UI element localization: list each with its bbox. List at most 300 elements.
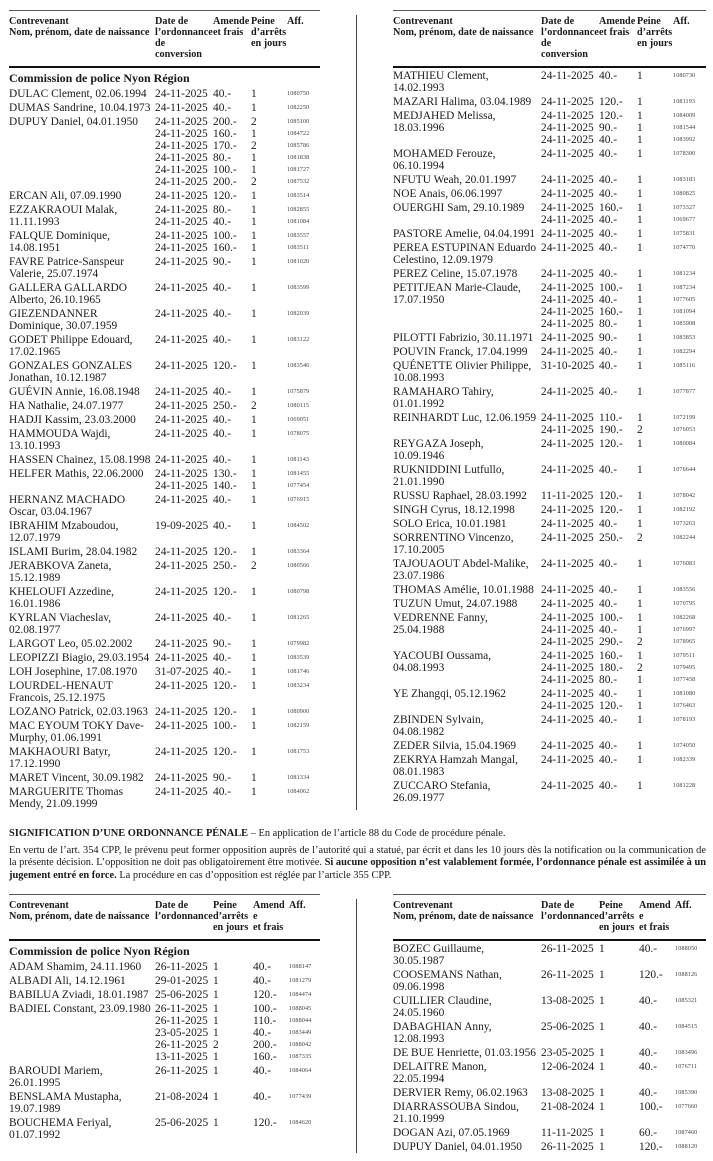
ordonnance-date: 24-11-2025 (155, 102, 208, 114)
contrevenant-name: GONZALES GONZALES Jonathan, 10.12.1987 (9, 360, 133, 384)
ordonnance-date: 24-11-2025 (541, 518, 594, 530)
contrevenant-name: BENSLAMA Mustapha, 19.07.1989 (9, 1091, 122, 1115)
ordonnance-date: 24-11-2025 (155, 216, 208, 228)
contrevenant-name: DE BUE Henriette, 01.03.1956 (393, 1047, 536, 1059)
table-row (393, 686, 706, 700)
aff-number: 1081193 (673, 98, 696, 105)
contrevenant-name: BAROUDI Mariem, 26.01.1995 (9, 1065, 103, 1089)
aff-number: 1081228 (673, 782, 696, 789)
amende-value: 200.- (213, 176, 237, 188)
peine-value: 1 (599, 995, 605, 1007)
peine-value: 1 (637, 518, 643, 530)
peine-value: 1 (251, 612, 257, 624)
aff-number: 1080115 (287, 402, 310, 409)
header-date: Date de l’ordonnance de conversion (155, 11, 213, 68)
ordonnance-date: 24-11-2025 (155, 428, 208, 440)
aff-number: 1081143 (287, 456, 310, 463)
peine-value: 1 (637, 174, 643, 186)
aff-number: 1079982 (287, 640, 310, 647)
ordonnance-date: 24-11-2025 (155, 494, 208, 506)
header-amende: Amende et frais (639, 895, 675, 941)
peine-value: 1 (637, 318, 643, 330)
peine-value: 2 (213, 1039, 219, 1051)
contrevenant-name: HERNANZ MACHADO Oscar, 03.04.1967 (9, 494, 126, 518)
ordonnance-date: 26-11-2025 (541, 943, 594, 955)
amende-value: 40.- (213, 334, 232, 346)
ordonnance-date: 24-11-2025 (541, 228, 594, 240)
peine-value: 1 (213, 975, 219, 987)
table-row (393, 993, 706, 1019)
amende-value: 40.- (599, 214, 618, 226)
contrevenant-name: ZEDER Silvia, 15.04.1969 (393, 740, 517, 752)
header-amende: Amende et frais (599, 11, 637, 68)
contrevenant-name: KHELOUFI Azzedine, 16.01.1986 (9, 586, 115, 610)
amende-value: 40.- (213, 308, 232, 320)
ordonnance-date: 23-05-2025 (541, 1047, 595, 1059)
ordonnance-date: 24-11-2025 (541, 424, 594, 436)
amende-value: 40.- (639, 995, 658, 1007)
aff-number: 1082339 (673, 756, 696, 763)
notice-heading: SIGNIFICATION D’UNE ORDONNANCE PÉNALE (9, 828, 249, 839)
contrevenant-name: BADIEL Constant, 23.09.1980 (9, 1003, 151, 1015)
amende-value: 40.- (213, 216, 232, 228)
header-peine: Peine d’arrêts en jours (637, 11, 673, 68)
contrevenant-name: YACOUBI Oussama, 04.08.1993 (393, 650, 492, 674)
ordonnance-date: 24-11-2025 (541, 306, 594, 318)
aff-number: 1082294 (673, 348, 696, 355)
table-header (9, 11, 320, 68)
group-heading-row (9, 940, 320, 959)
table-row (393, 1085, 706, 1099)
table-row (393, 712, 706, 738)
contrevenant-name: PEREA ESTUPINAN Eduardo Celestino, 12.09.1979 (393, 242, 537, 266)
amende-value: 160.- (599, 306, 623, 318)
table-row (393, 738, 706, 752)
aff-number: 1081094 (673, 308, 696, 315)
header-peine: Peine d’arrêts en jours (251, 11, 287, 68)
amende-value: 40.- (599, 714, 618, 726)
peine-value: 1 (637, 412, 643, 424)
contrevenant-name: PEREZ Celine, 15.07.1978 (393, 268, 518, 280)
ordonnance-date: 24-11-2025 (541, 714, 594, 726)
amende-value: 120.- (599, 438, 623, 450)
amende-value: 120.- (213, 586, 237, 598)
peine-value: 1 (251, 680, 257, 692)
aff-number: 1081746 (287, 668, 310, 675)
contrevenant-name: LARGOT Leo, 05.02.2002 (9, 638, 133, 650)
peine-value: 1 (251, 88, 257, 100)
aff-number: 1073263 (673, 520, 696, 527)
contrevenant-name: RAMAHARO Tahiry, 01.01.1992 (393, 386, 494, 410)
amende-value: 290.- (599, 636, 623, 648)
aff-number: 1085908 (673, 320, 696, 327)
contrevenant-name: MOHAMED Ferouze, 06.10.1994 (393, 148, 496, 172)
aff-number: 1081084 (287, 218, 310, 225)
peine-value: 1 (637, 360, 643, 372)
peine-value: 2 (637, 424, 643, 436)
ordonnance-date: 24-11-2025 (541, 504, 594, 516)
notice-body (9, 845, 706, 883)
signification-notice (9, 828, 706, 882)
amende-value: 40.- (213, 786, 232, 798)
table-row (9, 1063, 320, 1089)
contrevenant-name: GALLERA GALLARDO Alberto, 26.10.1965 (9, 282, 128, 306)
ordonnance-date: 24-11-2025 (155, 230, 208, 242)
peine-value: 1 (599, 1047, 605, 1059)
contrevenant-name: HASSEN Chainez, 15.08.1998 (9, 454, 151, 466)
ordonnance-date: 24-11-2025 (155, 680, 208, 692)
ordonnance-date: 24-11-2025 (155, 546, 208, 558)
peine-value: 1 (637, 332, 643, 344)
amende-value: 80.- (599, 674, 618, 686)
contrevenant-name: OUERGHI Sam, 29.10.1989 (393, 202, 525, 214)
ordonnance-date: 11-11-2025 (541, 490, 594, 502)
amende-value: 100.- (639, 1101, 663, 1113)
notice-heading-rest: – En application de l’article 88 du Code de procédure pénale. (248, 828, 506, 839)
ordonnance-date: 26-11-2025 (541, 1141, 594, 1153)
table-row (9, 254, 320, 280)
aff-number: 1082855 (287, 206, 310, 213)
amende-value: 40.- (599, 228, 618, 240)
amende-value: 160.- (599, 202, 623, 214)
table-row (393, 280, 706, 294)
peine-value: 1 (251, 102, 257, 114)
table-row (9, 358, 320, 384)
peine-value: 1 (251, 666, 257, 678)
aff-number: 1082244 (673, 534, 696, 541)
ordonnance-date: 26-11-2025 (155, 1015, 208, 1027)
contrevenant-name: HAMMOUDA Wajdi, 13.10.1993 (9, 428, 111, 452)
ordonnance-date: 24-11-2025 (541, 346, 594, 358)
table-row (9, 704, 320, 718)
column-divider (356, 899, 357, 1153)
amende-value: 120.- (213, 680, 237, 692)
aff-number: 1078300 (673, 150, 696, 157)
amende-value: 100.- (253, 1003, 277, 1015)
contrevenant-name: RUKNIDDINI Lutfullo, 21.01.1990 (393, 464, 505, 488)
amende-value: 120.- (253, 989, 277, 1001)
header-peine: Peine d’arrêts en jours (213, 895, 253, 941)
ordonnance-date: 24-11-2025 (541, 242, 594, 254)
ordonnance-date: 24-11-2025 (541, 282, 594, 294)
ordonnance-date: 24-11-2025 (541, 70, 594, 82)
aff-number: 1084064 (289, 1067, 312, 1074)
signification-table-right (393, 894, 706, 1153)
amende-value: 40.- (639, 943, 658, 955)
header-date: Date de l’ordonnance (155, 895, 213, 941)
amende-value: 40.- (599, 754, 618, 766)
peine-value: 1 (637, 688, 643, 700)
ordonnance-date: 24-11-2025 (541, 688, 594, 700)
contrevenant-name: SOLO Erica, 10.01.1981 (393, 518, 507, 530)
aff-number: 1082250 (287, 104, 310, 111)
peine-value: 1 (637, 110, 643, 122)
ordonnance-date: 24-11-2025 (155, 140, 208, 152)
ordonnance-date: 24-11-2025 (155, 468, 208, 480)
amende-value: 40.- (213, 612, 232, 624)
amende-value: 40.- (253, 1091, 272, 1103)
contrevenant-name: MARGUERITE Thomas Mendy, 21.09.1999 (9, 786, 124, 810)
aff-number: 1085116 (673, 362, 696, 369)
peine-value: 1 (637, 306, 643, 318)
amende-value: 90.- (213, 638, 232, 650)
table-row (9, 784, 320, 810)
peine-value: 1 (213, 989, 219, 1001)
aff-number: 1078042 (673, 492, 696, 499)
peine-value: 2 (637, 636, 643, 648)
ordonnance-date: 24-11-2025 (155, 612, 208, 624)
table-row (9, 744, 320, 770)
peine-value: 1 (637, 134, 643, 146)
ordonnance-date: 19-09-2025 (155, 520, 209, 532)
aff-number: 1083514 (287, 192, 310, 199)
aff-number: 1085321 (675, 997, 698, 1004)
aff-number: 1076463 (673, 702, 696, 709)
ordonnance-date: 24-11-2025 (155, 772, 208, 784)
contrevenant-name: MAZARI Halima, 03.04.1989 (393, 96, 532, 108)
table-row (393, 516, 706, 530)
ordonnance-date: 25-06-2025 (155, 1117, 209, 1129)
peine-value: 1 (251, 480, 257, 492)
aff-number: 1072199 (673, 414, 696, 421)
amende-value: 120.- (599, 504, 623, 516)
ordonnance-date: 24-11-2025 (541, 214, 594, 226)
peine-value: 1 (213, 1015, 219, 1027)
ordonnance-date: 24-11-2025 (541, 662, 594, 674)
amende-value: 40.- (599, 242, 618, 254)
peine-value: 1 (213, 1027, 219, 1039)
peine-value: 1 (637, 504, 643, 516)
contrevenant-name: COOSEMANS Nathan, 09.06.1998 (393, 969, 502, 993)
amende-value: 40.- (599, 346, 618, 358)
table-row (9, 1001, 320, 1015)
group-heading: Commission de police Nyon Région (9, 71, 190, 85)
amende-value: 40.- (599, 464, 618, 476)
amende-value: 40.- (599, 386, 618, 398)
peine-value: 1 (637, 438, 643, 450)
amende-value: 250.- (599, 532, 623, 544)
ordonnance-date: 24-11-2025 (155, 454, 208, 466)
ordonnance-date: 24-11-2025 (541, 122, 594, 134)
header-amende: Amende et frais (213, 11, 251, 68)
ordonnance-date: 26-11-2025 (155, 1065, 208, 1077)
header-aff: Aff. (287, 11, 320, 68)
ordonnance-date: 24-11-2025 (155, 638, 208, 650)
amende-value: 40.- (599, 584, 618, 596)
ordonnance-date: 24-11-2025 (541, 202, 594, 214)
ordonnance-date: 24-11-2025 (541, 268, 594, 280)
peine-value: 1 (637, 228, 643, 240)
aff-number: 1082159 (287, 722, 310, 729)
table-row (9, 770, 320, 784)
table-row (9, 973, 320, 987)
amende-value: 250.- (213, 400, 237, 412)
amende-value: 40.- (599, 134, 618, 146)
amende-value: 80.- (213, 204, 232, 216)
contrevenant-name: GUÉVIN Annie, 16.08.1948 (9, 386, 140, 398)
peine-value: 1 (637, 346, 643, 358)
ordonnance-date: 13-11-2025 (155, 1051, 208, 1063)
amende-value: 180.- (599, 662, 623, 674)
peine-value: 1 (251, 520, 257, 532)
amende-value: 40.- (599, 688, 618, 700)
contrevenant-name: LOURDEL-HENAUT Francois, 25.12.1975 (9, 680, 113, 704)
table-row (393, 778, 706, 804)
contrevenant-name: MARET Vincent, 30.09.1982 (9, 772, 144, 784)
aff-number: 1087532 (287, 178, 310, 185)
ordonnance-date: 24-11-2025 (541, 636, 594, 648)
contrevenant-name: YE Zhangqi, 05.12.1962 (393, 688, 506, 700)
table-row (393, 752, 706, 778)
aff-number: 1084620 (289, 1119, 312, 1126)
table-row (9, 492, 320, 518)
amende-value: 120.- (599, 110, 623, 122)
aff-number: 1080730 (673, 72, 696, 79)
ordonnance-date: 24-11-2025 (155, 400, 208, 412)
table-row (9, 544, 320, 558)
aff-number: 1083557 (287, 232, 310, 239)
ordonnance-date: 24-11-2025 (541, 584, 594, 596)
header-contrevenant: Contrevenant Nom, prénom, date de naissance (9, 11, 155, 68)
aff-number: 1084062 (287, 788, 310, 795)
peine-value: 1 (637, 714, 643, 726)
contrevenant-name: RUSSU Raphael, 28.03.1992 (393, 490, 527, 502)
header-contrevenant: Contrevenant Nom, prénom, date de naissance (9, 895, 155, 941)
ordonnance-date: 24-11-2025 (155, 204, 208, 216)
contrevenant-name: LEOPIZZI Biagio, 29.03.1954 (9, 652, 150, 664)
aff-number: 1076644 (673, 466, 696, 473)
peine-value: 1 (637, 122, 643, 134)
aff-number: 1081279 (289, 977, 312, 984)
notice-body-bold: Si aucune opposition n’est valablement formée, l’ordonnance pénale est assimilée à un jugement entré en force. (9, 857, 706, 881)
aff-number: 1075831 (673, 230, 696, 237)
contrevenant-name: MEDJAHED Melissa, 18.03.1996 (393, 110, 496, 134)
amende-value: 110.- (599, 412, 623, 424)
contrevenant-name: FALQUE Dominique, 14.08.1951 (9, 230, 111, 254)
amende-value: 100.- (599, 282, 623, 294)
aff-number: 1087460 (675, 1129, 698, 1136)
table-row (9, 228, 320, 242)
amende-value: 40.- (253, 1027, 272, 1039)
peine-value: 1 (251, 308, 257, 320)
notice-body-1: En vertu de l’art. 354 CPP, le prévenu peut former opposition auprès de l’autorité qui a statué, par écrit et dans les 10 jours dès la notification ou la communication de la présente décision. L’opposition ne doit pas obligatoirement être motivée. (9, 844, 706, 868)
aff-number: 1076997 (673, 626, 696, 633)
contrevenant-name: ISLAMI Burim, 28.04.1982 (9, 546, 138, 558)
table-row (9, 650, 320, 664)
table-row (9, 452, 320, 466)
aff-number: 1081455 (287, 470, 310, 477)
aff-number: 1069677 (673, 216, 696, 223)
peine-value: 1 (637, 242, 643, 254)
amende-value: 120.- (253, 1117, 277, 1129)
aff-number: 1084722 (287, 130, 310, 137)
amende-value: 40.- (639, 1021, 658, 1033)
aff-number: 1076053 (673, 426, 696, 433)
aff-number: 1077660 (675, 1103, 698, 1110)
aff-number: 1088147 (289, 963, 312, 970)
peine-value: 1 (251, 128, 257, 140)
amende-value: 40.- (599, 740, 618, 752)
peine-value: 1 (637, 202, 643, 214)
ordonnance-date: 24-11-2025 (541, 412, 594, 424)
peine-value: 1 (251, 720, 257, 732)
aff-number: 1082192 (673, 506, 696, 513)
aff-number: 1083449 (289, 1029, 312, 1036)
aff-number: 1079511 (673, 652, 696, 659)
column-divider (356, 15, 357, 810)
table-row (9, 636, 320, 650)
table-row (9, 384, 320, 398)
peine-value: 1 (637, 780, 643, 792)
aff-number: 1081234 (673, 270, 696, 277)
conversion-table-right (393, 10, 706, 810)
contrevenant-name: TUZUN Umut, 24.07.1988 (393, 598, 518, 610)
peine-value: 2 (251, 116, 257, 128)
contrevenant-name: KYRLAN Viacheslav, 02.08.1977 (9, 612, 112, 636)
header-aff: Aff. (673, 11, 706, 68)
table-row (393, 596, 706, 610)
ordonnance-date: 24-11-2025 (155, 256, 208, 268)
aff-number: 1081753 (287, 748, 310, 755)
amende-value: 90.- (213, 256, 232, 268)
table-row (9, 664, 320, 678)
peine-value: 1 (637, 700, 643, 712)
peine-value: 1 (599, 943, 605, 955)
peine-value: 1 (637, 70, 643, 82)
contrevenant-name: ZBINDEN Sylvain, 04.08.1982 (393, 714, 484, 738)
peine-value: 1 (637, 584, 643, 596)
table-row (393, 1019, 706, 1045)
peine-value: 1 (251, 638, 257, 650)
aff-number: 1083539 (287, 654, 310, 661)
peine-value: 1 (599, 1061, 605, 1073)
aff-number: 1083496 (675, 1049, 698, 1056)
aff-number: 1085390 (675, 1089, 698, 1096)
table-row (393, 940, 706, 967)
aff-number: 1084502 (287, 522, 310, 529)
peine-value: 1 (637, 386, 643, 398)
table-row (393, 610, 706, 624)
header-amende: Amende et frais (253, 895, 289, 941)
amende-value: 40.- (639, 1047, 658, 1059)
contrevenant-name: NOE Anais, 06.06.1997 (393, 188, 503, 200)
ordonnance-date: 24-11-2025 (541, 318, 594, 330)
aff-number: 1081265 (287, 614, 310, 621)
table-row (9, 100, 320, 114)
amende-value: 120.- (639, 1141, 663, 1153)
table-row (9, 558, 320, 584)
amende-value: 100.- (599, 612, 623, 624)
contrevenant-name: PASTORE Amelie, 04.04.1991 (393, 228, 536, 240)
amende-value: 140.- (213, 480, 237, 492)
amende-value: 200.- (213, 116, 237, 128)
table-row (9, 306, 320, 332)
table-row (9, 959, 320, 973)
table-row (393, 502, 706, 516)
ordonnance-date: 24-11-2025 (541, 148, 594, 160)
aff-number: 1080798 (287, 588, 310, 595)
ordonnance-date: 24-11-2025 (541, 386, 594, 398)
peine-value: 1 (637, 282, 643, 294)
ordonnance-date: 26-11-2025 (155, 1039, 208, 1051)
amende-value: 40.- (213, 428, 232, 440)
group-heading: Commission de police Nyon Région (9, 944, 190, 958)
table-header (393, 11, 706, 68)
table-row (393, 146, 706, 172)
peine-value: 1 (637, 740, 643, 752)
aff-number: 1083992 (673, 136, 696, 143)
peine-value: 1 (251, 164, 257, 176)
